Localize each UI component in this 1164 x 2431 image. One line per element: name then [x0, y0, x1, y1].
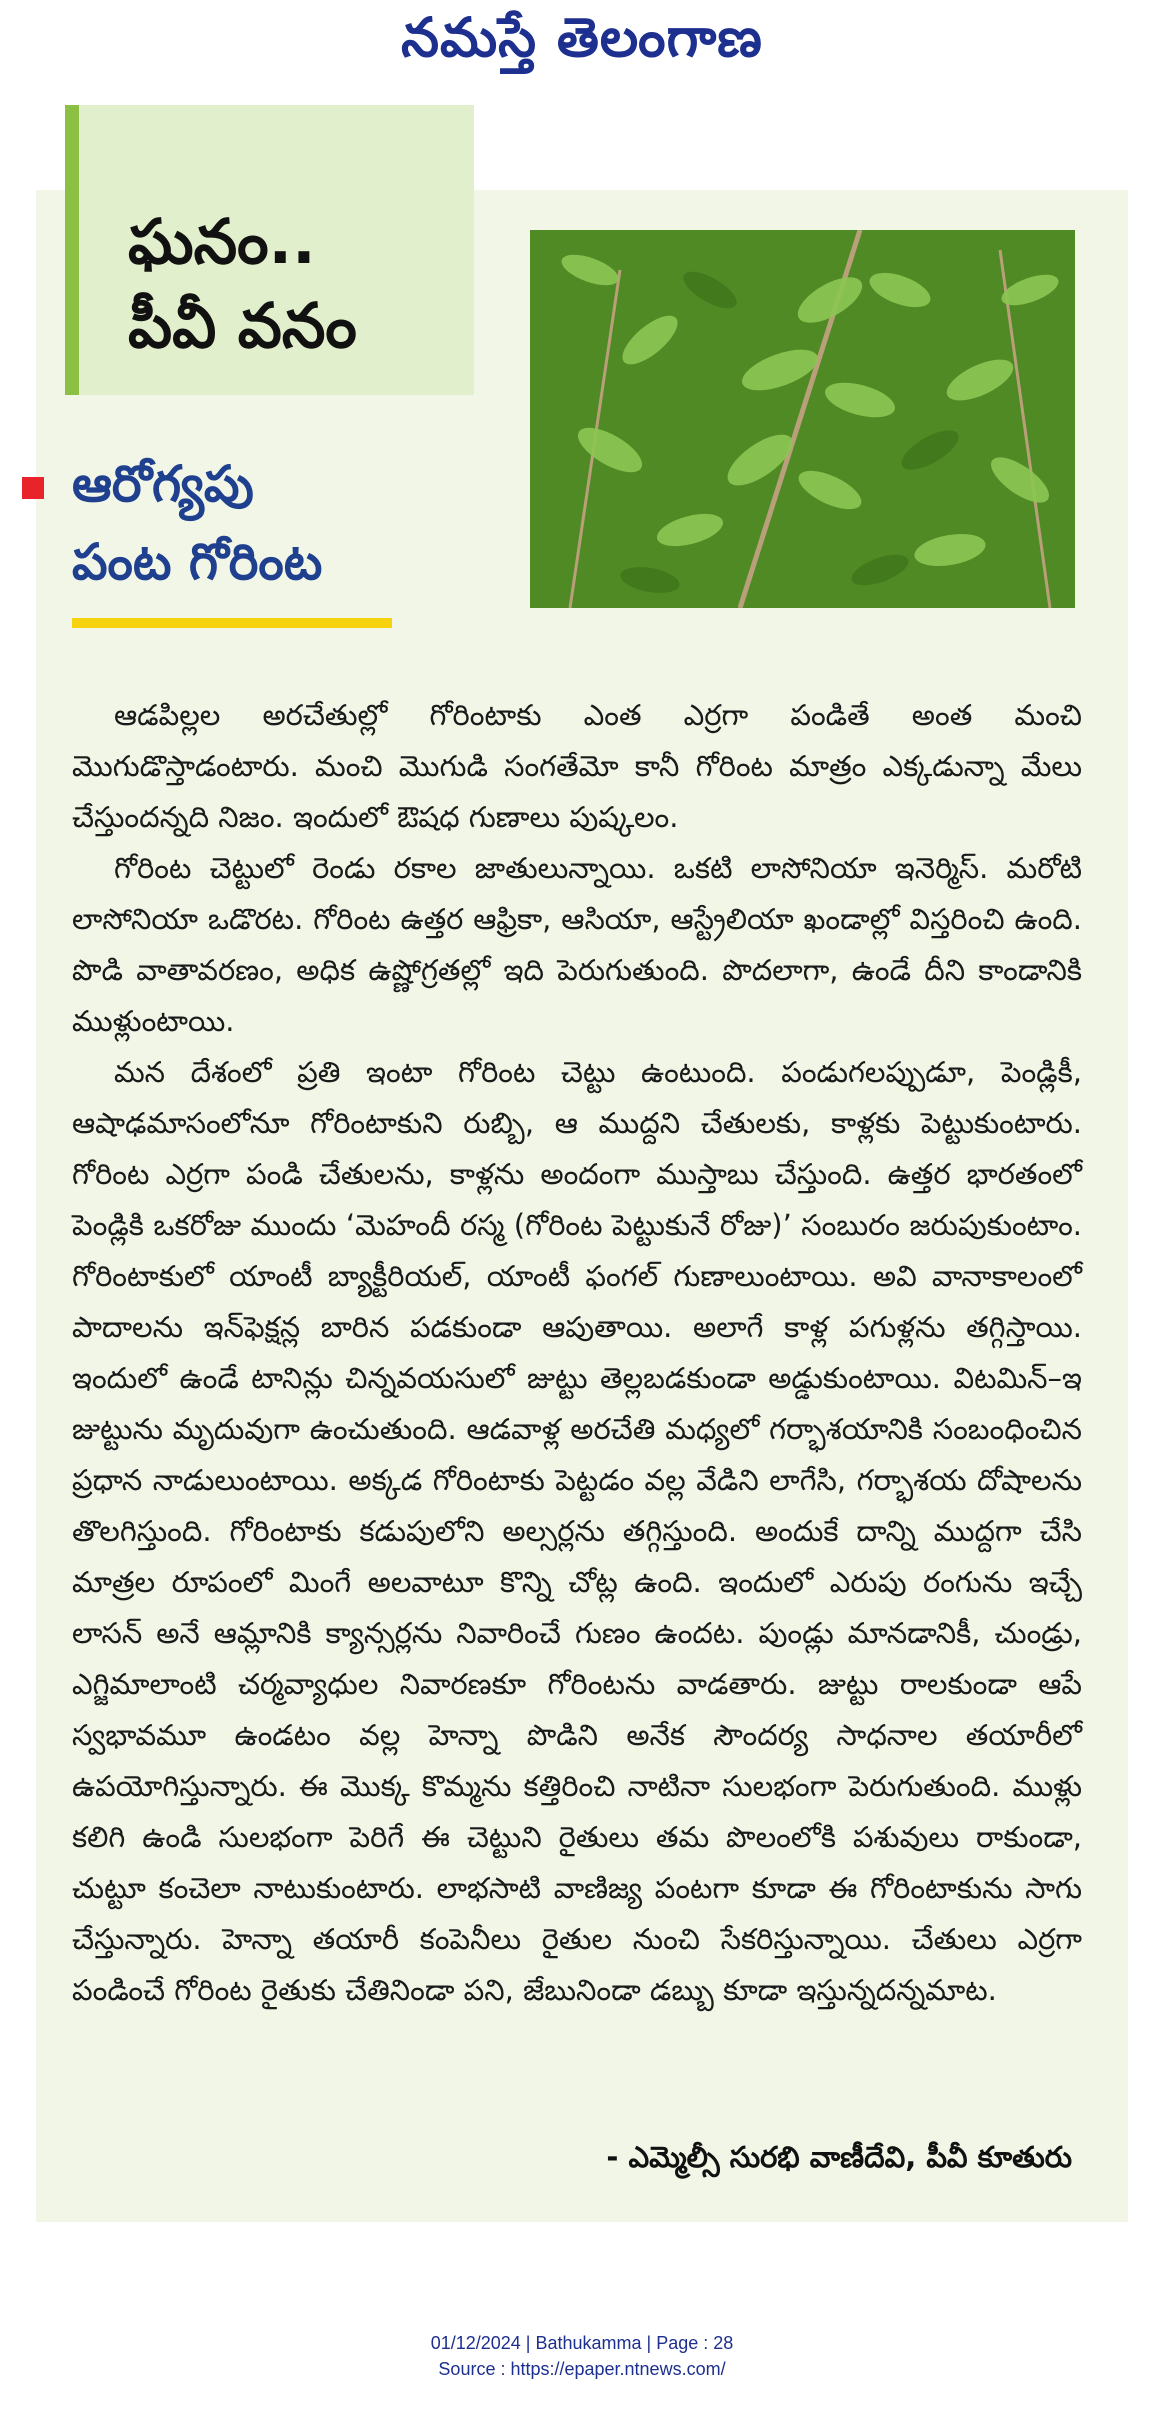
title-line-1: ఘనం..: [128, 205, 316, 278]
paragraph-2: గోరింట చెట్టులో రెండు రకాల జాతులున్నాయి. ఒకటి లాసోనియా ఇనెర్మిస్. మరోటి లాసోనియా ఒడొరట. గోరింట ఉత్తర ఆఫ్రికా, ఆసియా, ఆస్ట్రేలియా ఖండాల్లో విస్తరించి ఉంది. పొడి వాతావరణం, అధిక ఉష్ణోగ్రతల్లో ఇది పెరుగుతుంది. పొదలాగా, ఉండే దీని కాండానికి ముళ్లుంటాయి.: [72, 851, 1082, 1038]
masthead-logo: నమస్తే తెలంగాణ: [401, 6, 763, 69]
red-bullet-marker: [22, 477, 44, 499]
page-title: [128, 200, 488, 368]
page-footer: [0, 2330, 1164, 2382]
article-subtitle: [72, 445, 492, 601]
footer-source: Source : https://epaper.ntnews.com/: [438, 2359, 726, 2379]
article-body: [72, 690, 1082, 2016]
subtitle-line-1: ఆరోగ్యపు: [72, 455, 254, 513]
footer-edition-info: 01/12/2024 | Bathukamma | Page : 28: [430, 2333, 734, 2353]
article-byline: - ఎమ్మెల్సీ సురభి వాణీదేవి, పీవీ కూతురు: [606, 2140, 1072, 2174]
leaf-illustration-icon: [530, 230, 1075, 608]
henna-plant-photo: [530, 230, 1075, 608]
paragraph-3: మన దేశంలో ప్రతి ఇంటా గోరింట చెట్టు ఉంటుంది. పండుగలప్పుడూ, పెండ్లికీ, ఆషాఢమాసంలోనూ గోరింటాకుని రుబ్బి, ఆ ముద్దని చేతులకు, కాళ్లకు పెట్టుకుంటారు. గోరింట ఎర్రగా పండి చేతులను, కాళ్లను అందంగా ముస్తాబు చేస్తుంది. ఉత్తర భారతంలో పెండ్లికి ఒకరోజు ముందు ‘మెహందీ రస్మ (గోరింట పెట్టుకునే రోజు)’ సంబురం జరుపుకుంటాం. గోరింటాకులో యాంటీ బ్యాక్టీరియల్, యాంటీ ఫంగల్ గుణాలుంటాయి. అవి వానాకాలంలో పాదాలను ఇన్‌ఫెక్షన్ల బారిన పడకుండా ఆపుతాయి. అలాగే కాళ్ల పగుళ్లను తగ్గిస్తాయి. ఇందులో ఉండే టానిన్లు చిన్నవయసులో జుట్టు తెల్లబడకుండా అడ్డుకుంటాయి. విటమిన్‌–ఇ జుట్టును మృదువుగా ఉంచుతుంది. ఆడవాళ్ల అరచేతి మధ్యలో గర్భాశయానికి సంబంధించిన ప్రధాన నాడులుంటాయి. అక్కడ గోరింటాకు పెట్టడం వల్ల వేడిని లాగేసి, గర్భాశయ దోషాలను తొలగిస్తుంది. గోరింటాకు కడుపులోని అల్సర్లను తగ్గిస్తుంది. అందుకే దాన్ని ముద్దగా చేసి మాత్రల రూపంలో మింగే అలవాటూ కొన్ని చోట్ల ఉంది. ఇందులో ఎరుపు రంగును ఇచ్చే లాసన్ అనే ఆమ్లానికి క్యాన్సర్లను నివారించే గుణం ఉందట. పుండ్లు మానడానికీ, చుండ్రు, ఎగ్జిమాలాంటి చర్మవ్యాధుల నివారణకూ గోరింటను వాడతారు. జుట్టు రాలకుండా ఆపే స్వభావమూ ఉండటం వల్ల హెన్నా పొడిని అనేక సౌందర్య సాధనాల తయారీలో ఉపయోగిస్తున్నారు. ఈ మొక్క కొమ్మను కత్తిరించి నాటినా సులభంగా పెరుగుతుంది. ముళ్లు కలిగి ఉండి సులభంగా పెరిగే ఈ చెట్టుని రైతులు తమ పొలంలోకి పశువులు రాకుండా, చుట్టూ కంచెలా నాటుకుంటారు. లాభసాటి వాణిజ్య పంటగా కూడా ఈ గోరింటాకును సాగు చేస్తున్నారు. హెన్నా తయారీ కంపెనీలు రైతుల నుంచి సేకరిస్తున్నాయి. చేతులు ఎర్రగా పండించే గోరింట రైతుకు చేతినిండా పని, జేబునిండా డబ్బు కూడా ఇస్తున్నదన్నమాట.: [72, 1055, 1082, 2007]
subtitle-line-2: పంట గోరింట: [72, 533, 323, 591]
paragraph-1: ఆడపిల్లల అరచేతుల్లో గోరింటాకు ఎంత ఎర్రగా పండితే అంత మంచి మొగుడొస్తాడంటారు. మంచి మొగుడి సంగతేమో కానీ గోరింట మాత్రం ఎక్కడున్నా మేలు చేస్తుందన్నది నిజం. ఇందులో ఔషధ గుణాలు పుష్కలం.: [72, 698, 1082, 834]
subtitle-underline: [72, 618, 392, 628]
title-line-2: పీవీ వనం: [128, 289, 357, 362]
